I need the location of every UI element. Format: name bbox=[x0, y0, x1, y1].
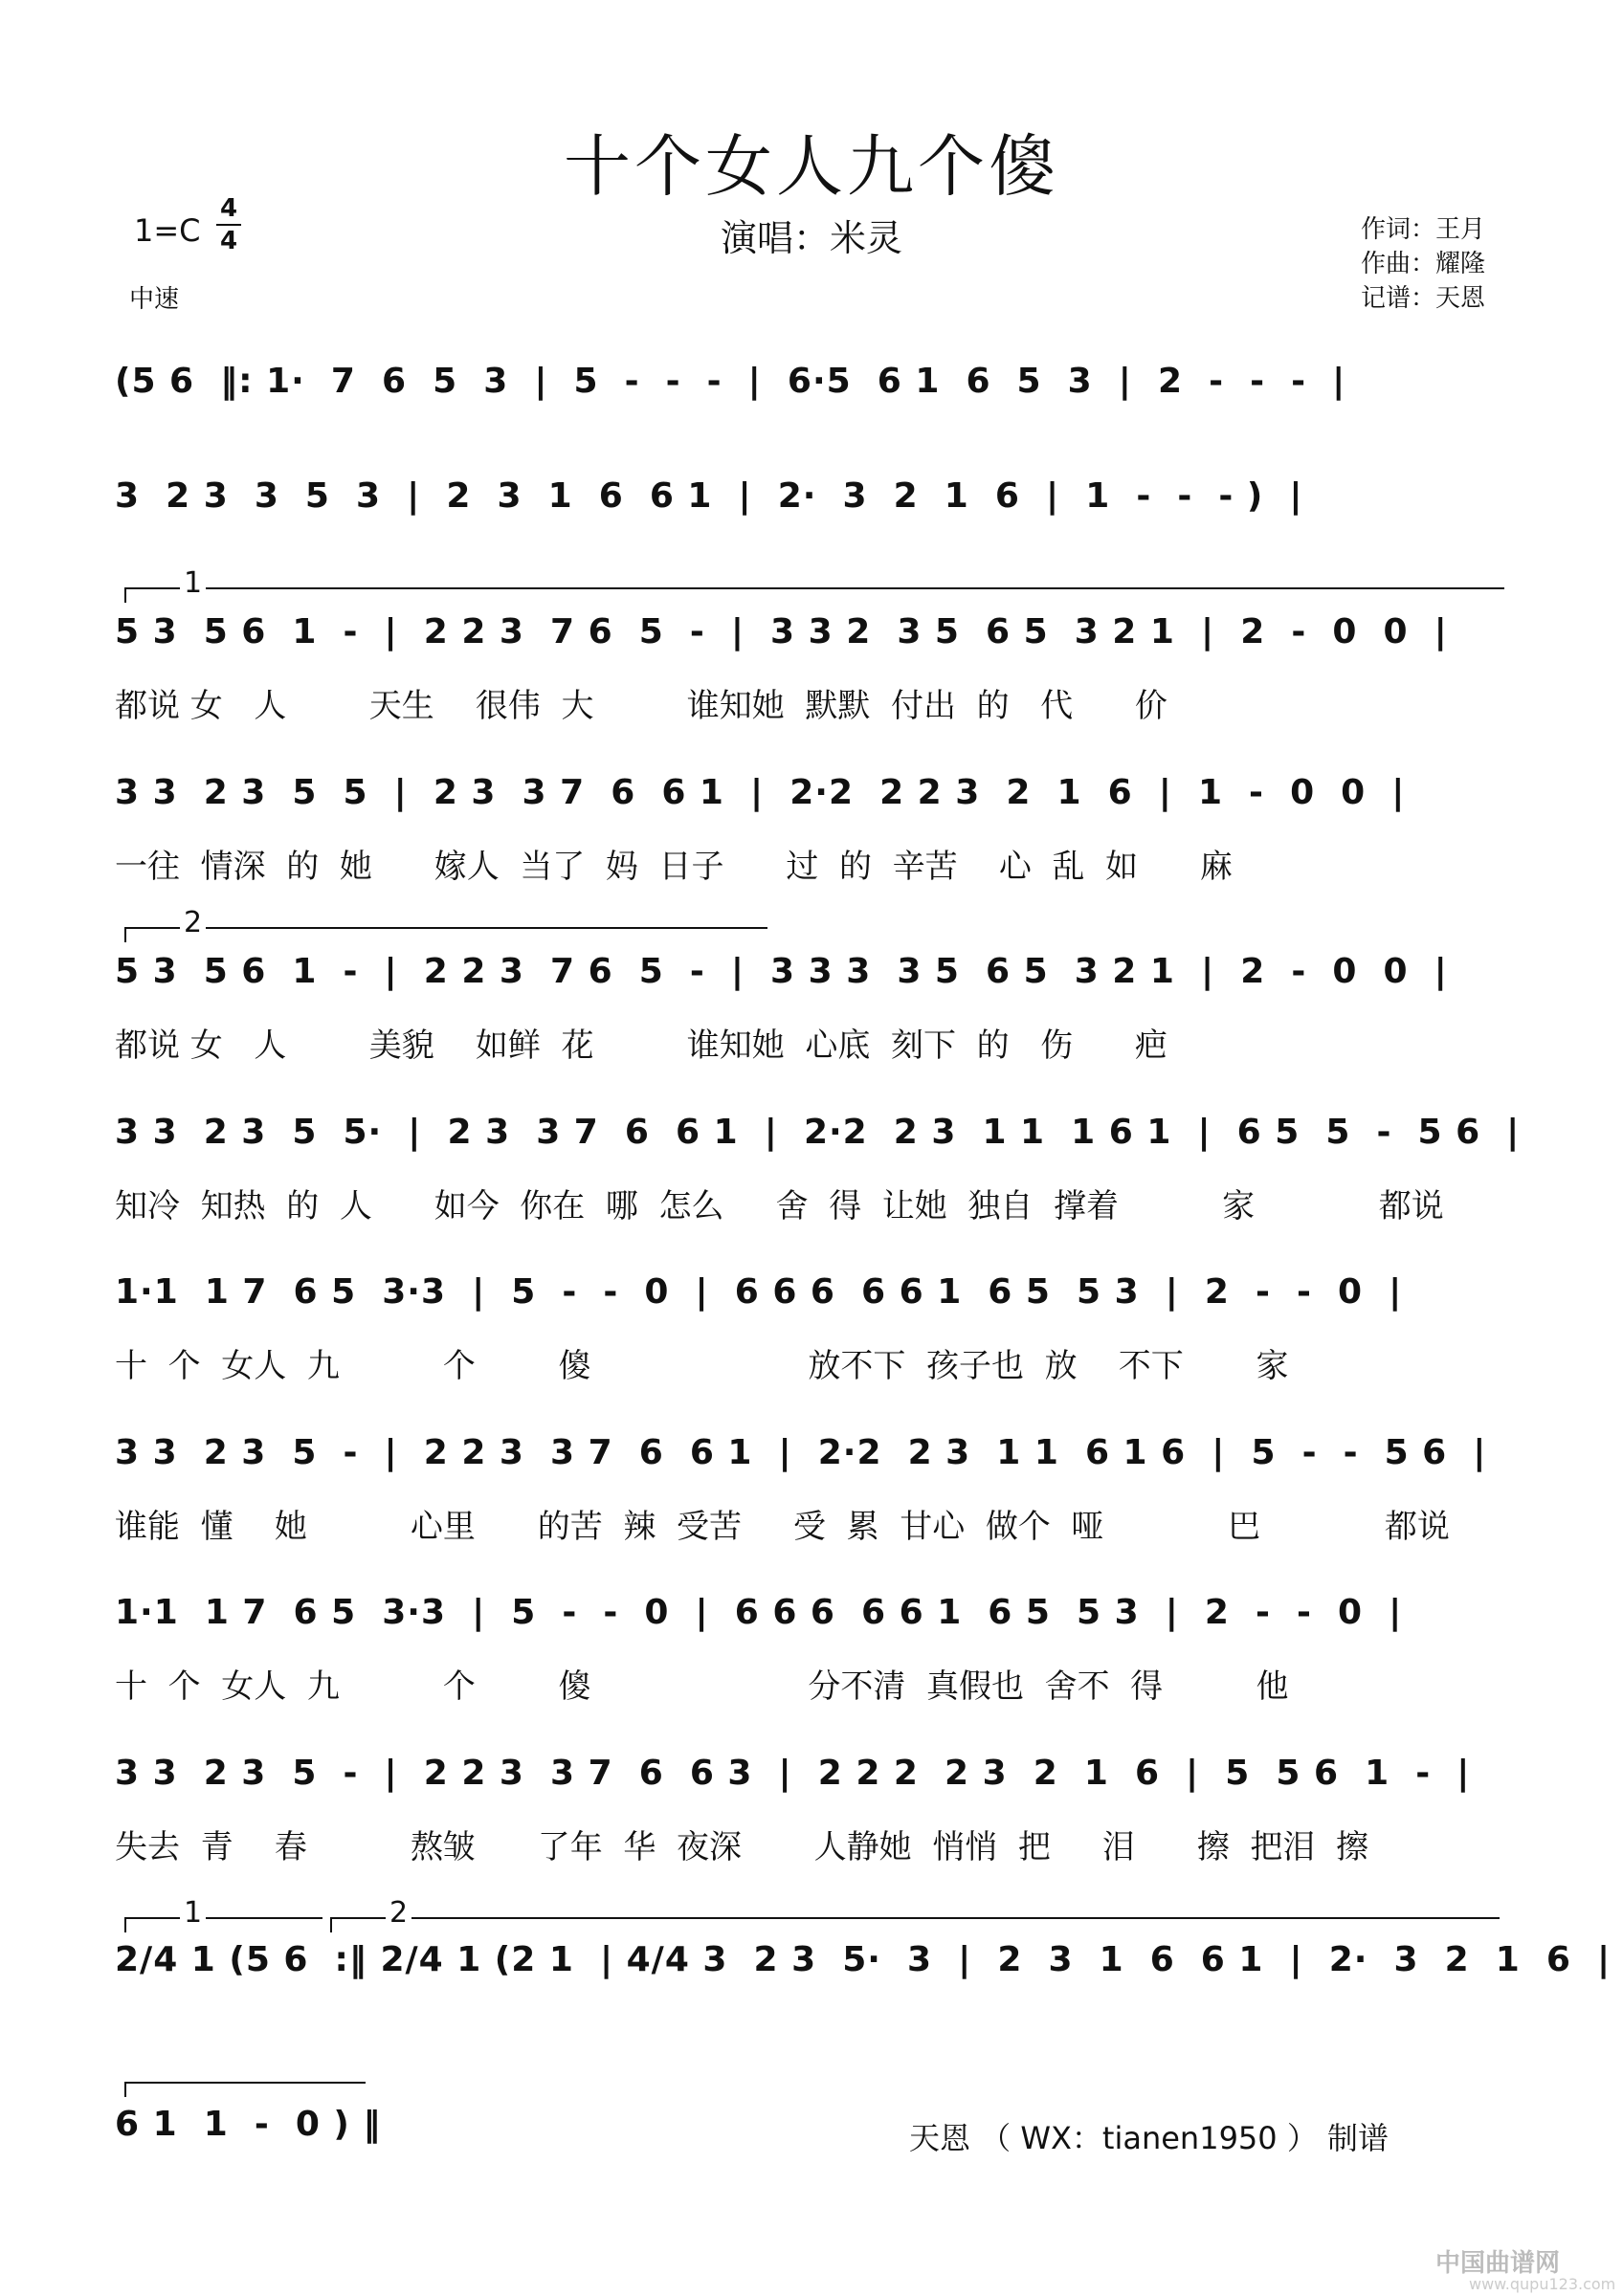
volta-bracket-2: 2 bbox=[330, 1917, 1500, 1932]
volta-bracket-1: 1 bbox=[124, 1917, 322, 1932]
closing-bracket bbox=[124, 2082, 366, 2097]
page-title: 十个女人九个傻 bbox=[564, 127, 1059, 206]
lyrics-line: 知冷 知热 的 人 如今 你在 哪 怎么 舍 得 让她 独自 撑着 家 都说 bbox=[115, 1187, 1444, 1225]
lyrics-line: 一往 情深 的 她 嫁人 当了 妈 日子 过 的 辛苦 心 乱 如 麻 bbox=[115, 848, 1233, 886]
lyrics-line: 十 个 女人 九 个 傻 放不下 孩子也 放 不下 家 bbox=[115, 1347, 1289, 1385]
time-signature bbox=[216, 195, 241, 254]
volta-bracket-1: 1 bbox=[124, 587, 1504, 603]
notes-line: 1·1 1 7 6 5 3·3 | 5 - - 0 | 6 6 6 6 6 1 6 5 5 3 | 2 - - 0 | bbox=[115, 1272, 1403, 1312]
key-signature: 1=C bbox=[134, 212, 201, 249]
notes-line: (5 6 ‖: 1· 7 6 5 3 | 5 - - - | 6·5 6 1 6 5 3 | 2 - - - | bbox=[115, 362, 1346, 401]
notes-line: 3 3 2 3 5 5 | 2 3 3 7 6 6 1 | 2·2 2 2 3 2 1 6 | 1 - 0 0 | bbox=[115, 773, 1406, 812]
lyrics-line: 十 个 女人 九 个 傻 分不清 真假也 舍不 得 他 bbox=[115, 1667, 1289, 1706]
composer-credit: 作曲：耀隆 bbox=[1361, 250, 1486, 278]
notes-line: 3 3 2 3 5 - | 2 2 3 3 7 6 6 1 | 2·2 2 3 1 1 6 1 6 | 5 - - 5 6 | bbox=[115, 1433, 1487, 1472]
lyrics-line: 都说 女 人 美貌 如鲜 花 谁知她 心底 刻下 的 伤 疤 bbox=[115, 1027, 1167, 1065]
lyricist-credit: 作词：王月 bbox=[1361, 215, 1486, 244]
time-signature-bottom: 4 bbox=[219, 227, 238, 255]
notes-line: 5 3 5 6 1 - | 2 2 3 7 6 5 - | 3 3 3 3 5 6 5 3 2 1 | 2 - 0 0 | bbox=[115, 952, 1448, 991]
volta-bracket-2: 2 bbox=[124, 927, 767, 942]
credits-block bbox=[1361, 212, 1485, 316]
singer-credit: 演唱：米灵 bbox=[720, 217, 902, 259]
notes-line: 1·1 1 7 6 5 3·3 | 5 - - 0 | 6 6 6 6 6 1 6 5 5 3 | 2 - - 0 | bbox=[115, 1593, 1403, 1632]
tempo-marking: 中速 bbox=[129, 285, 180, 314]
lyrics-line: 失去 青 春 熬皱 了年 华 夜深 人静她 悄悄 把 泪 擦 把泪 擦 bbox=[115, 1828, 1368, 1866]
transcriber-credit: 记谱：天恩 bbox=[1361, 284, 1486, 313]
notes-line: 3 3 2 3 5 - | 2 2 3 3 7 6 6 3 | 2 2 2 2 3 2 1 6 | 5 5 6 1 - | bbox=[115, 1754, 1471, 1793]
lyrics-line: 都说 女 人 天生 很伟 大 谁知她 默默 付出 的 代 价 bbox=[115, 687, 1167, 725]
transcriber-signature: 天恩 （ WX：tianen1950 ） 制谱 bbox=[909, 2120, 1389, 2156]
notes-line: 3 2 3 3 5 3 | 2 3 1 6 6 1 | 2· 3 2 1 6 | 1 - - - ) | bbox=[115, 476, 1303, 516]
watermark-logo: 中国曲谱网 bbox=[1435, 2249, 1561, 2278]
time-signature-divider bbox=[216, 224, 241, 226]
watermark-url: www.qupu123.com bbox=[1469, 2275, 1616, 2293]
time-signature-top: 4 bbox=[219, 194, 238, 223]
notes-line: 5 3 5 6 1 - | 2 2 3 7 6 5 - | 3 3 2 3 5 6 5 3 2 1 | 2 - 0 0 | bbox=[115, 612, 1448, 651]
notes-line: 3 3 2 3 5 5· | 2 3 3 7 6 6 1 | 2·2 2 3 1 1 1 6 1 | 6 5 5 - 5 6 | bbox=[115, 1113, 1521, 1152]
notes-line: 2/4 1 (5 6 :‖ 2/4 1 (2 1 | 4/4 3 2 3 5· 3 | 2 3 1 6 6 1 | 2· 3 2 1 6 | bbox=[115, 1940, 1612, 1979]
notes-line: 6 1 1 - 0 ) ‖ bbox=[115, 2105, 382, 2144]
lyrics-line: 谁能 懂 她 心里 的苦 辣 受苦 受 累 甘心 做个 哑 巴 都说 bbox=[115, 1508, 1450, 1546]
